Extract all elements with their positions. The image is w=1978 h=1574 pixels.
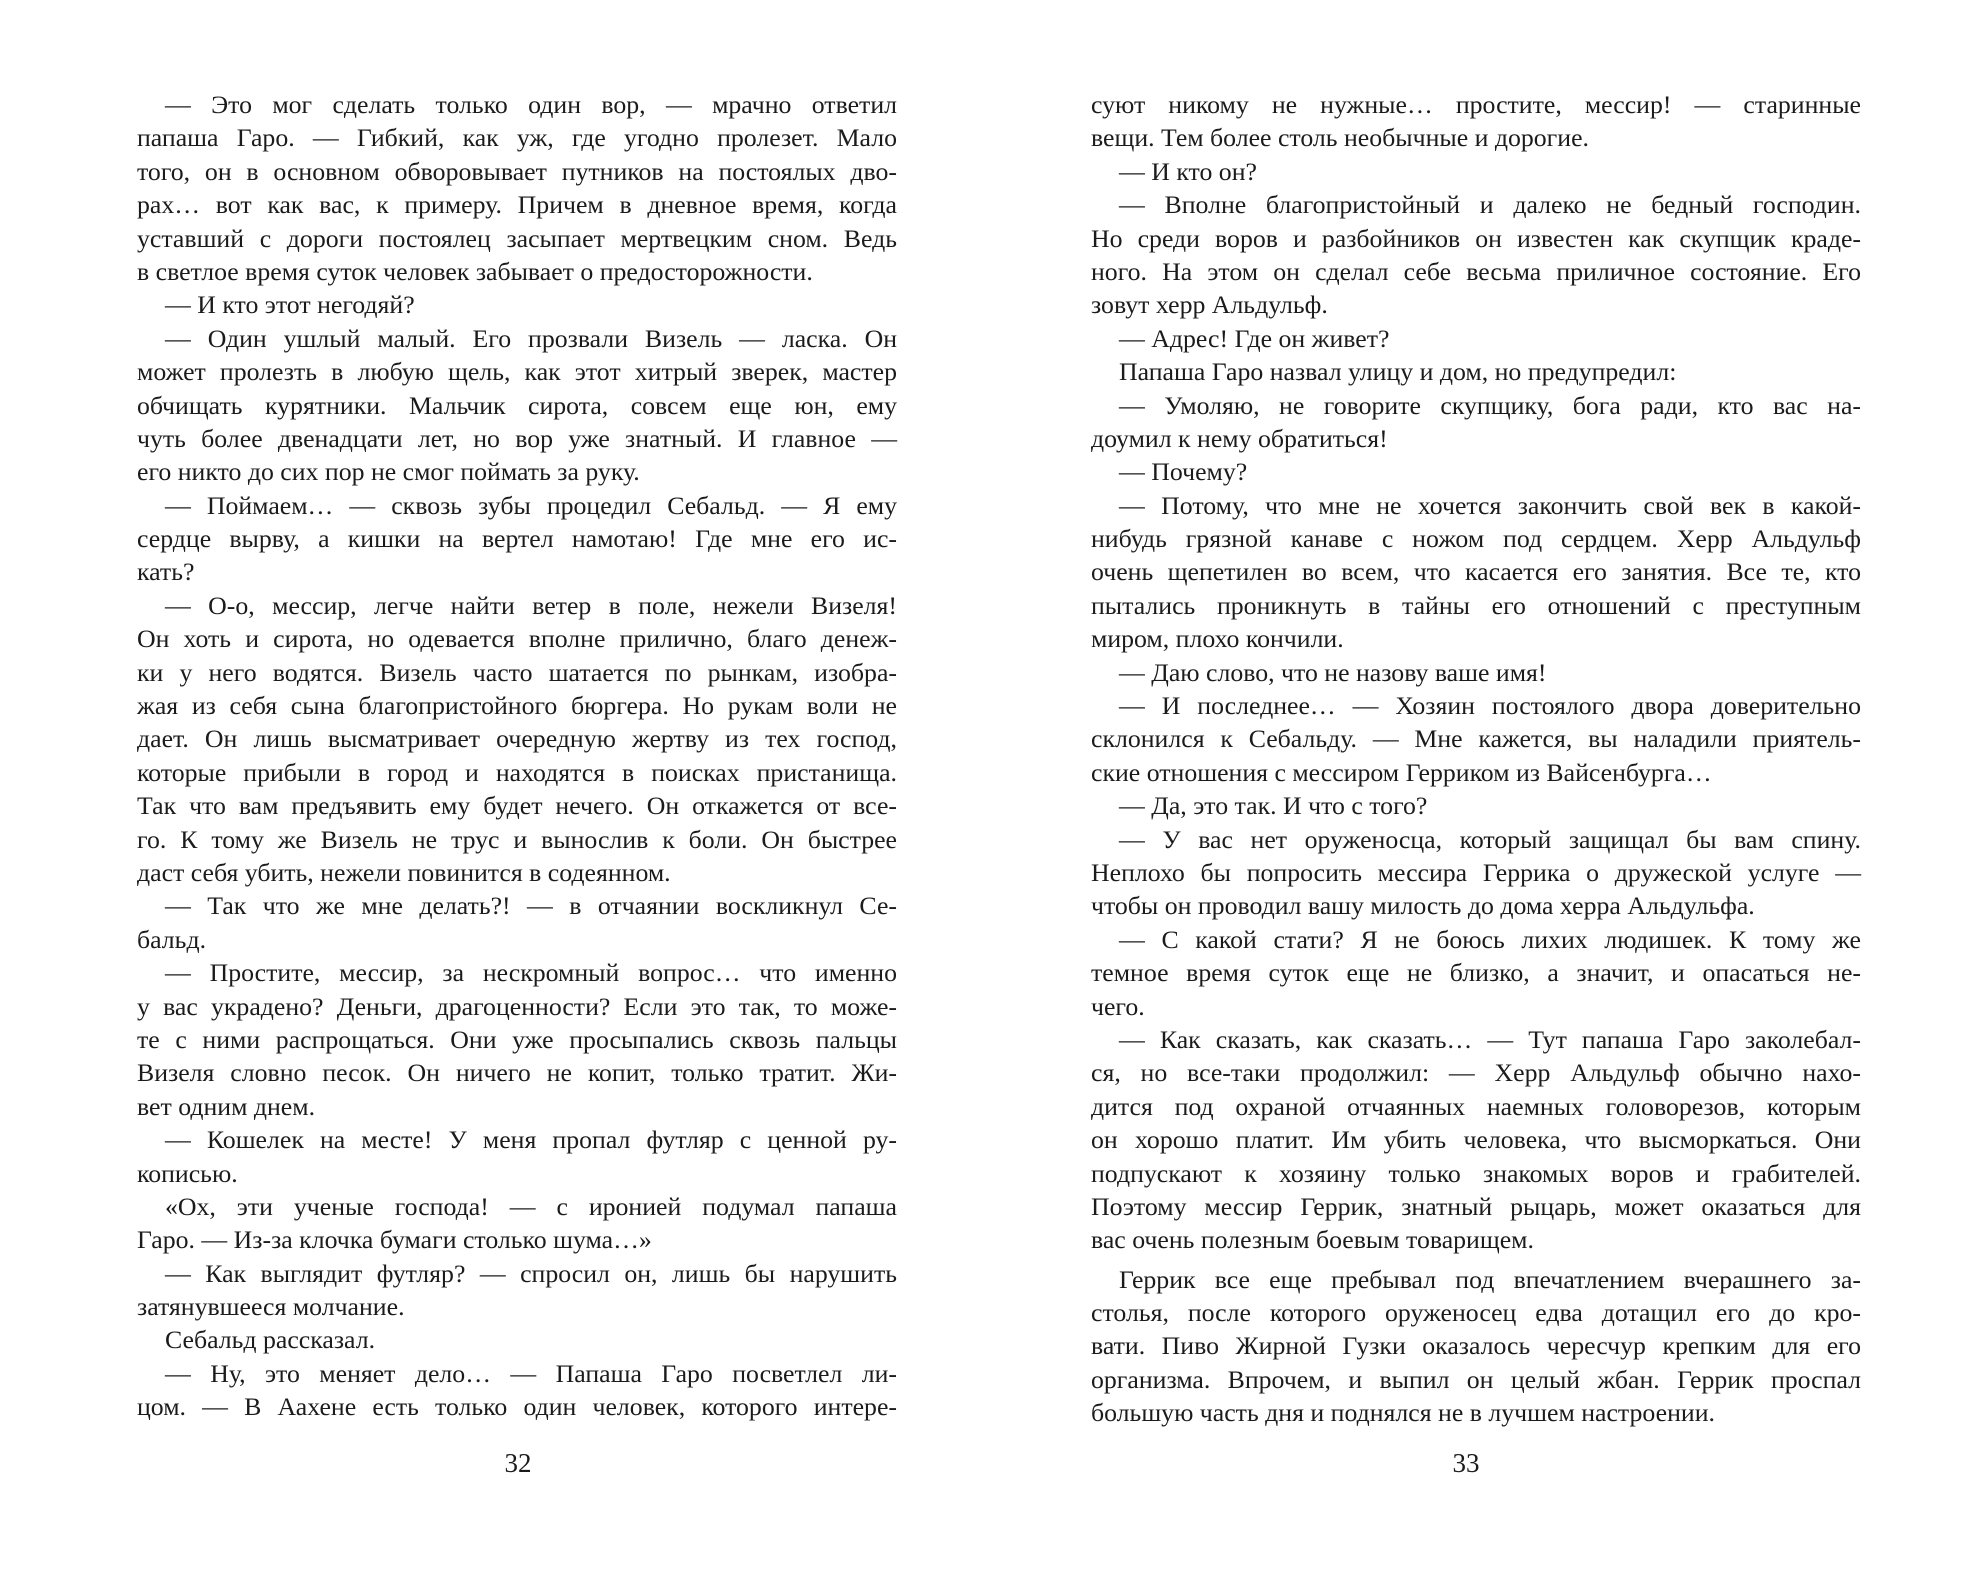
text-line: Он хоть и сирота, но одевается вполне прилично, благо денеж-: [137, 624, 897, 654]
text-line: — Это мог сделать только один вор, — мрачно ответил: [165, 90, 897, 119]
text-line: го. К тому же Визель не трус и вынослив к боли. Он быстрее: [137, 824, 897, 854]
text-line: — Как выглядит футляр? — спросил он, лишь бы нарушить: [165, 1258, 897, 1288]
text-line: суют никому не нужные… простите, мессир! — старинные: [1091, 90, 1861, 119]
text-line: чуть более двенадцати лет, но вор уже знатный. И главное —: [137, 423, 897, 453]
text-line: дает. Он лишь высматривает очередную жертву из тех господ,: [137, 724, 897, 754]
left-page-text: [137, 88, 897, 1424]
text-line: вет одним днем.: [137, 1091, 316, 1121]
text-line: — Умоляю, не говорите скупщику, бога ради, кто вас на-: [1119, 390, 1861, 420]
text-line: Геррик все еще пребывал под впечатлением вчерашнего за-: [1119, 1264, 1861, 1294]
text-line: склонился к Себальду. — Мне кажется, вы наладили приятель-: [1091, 724, 1861, 754]
text-line: темное время суток еще не близко, а значит, и опасаться не-: [1091, 958, 1861, 988]
text-line: его никто до сих пор не смог поймать за руку.: [137, 457, 640, 487]
text-line: ного. На этом он сделал себе весьма приличное состояние. Его: [1091, 256, 1861, 286]
text-line: — У вас нет оруженосца, который защищал бы вам спину.: [1119, 824, 1861, 854]
text-line: уставший с дороги постоялец засыпает мертвецким сном. Ведь: [137, 223, 897, 253]
text-line: жая из себя сына благопристойного бюргера. Но рукам воли не: [137, 691, 897, 721]
text-line: чтобы он проводил вашу милость до дома херра Альдульфа.: [1091, 891, 1755, 921]
text-line: — И последнее… — Хозяин постоялого двора доверительно: [1119, 691, 1861, 721]
text-line: у вас украдено? Деньги, драгоценности? Если это так, то може-: [137, 991, 897, 1021]
text-line: — Так что же мне делать?! — в отчаянии воскликнул Се-: [165, 891, 897, 921]
text-line: обчищать курятники. Мальчик сирота, совсем еще юн, ему: [137, 390, 897, 420]
text-line: — Да, это так. И что с того?: [1119, 791, 1428, 821]
text-line: «Ох, эти ученые господа! — с иронией подумал папаша: [165, 1191, 897, 1221]
text-line: того, он в основном обворовывает путников на постоялых дво-: [137, 156, 897, 186]
text-line: Гаро. — Из-за клочка бумаги столько шума…»: [137, 1225, 652, 1255]
text-line: нибудь грязной канаве с ножом под сердцем. Херр Альдульф: [1091, 524, 1861, 554]
text-line: Папаша Гаро назвал улицу и дом, но предупредил:: [1119, 357, 1677, 387]
text-line: — Даю слово, что не назову ваше имя!: [1119, 657, 1547, 687]
text-line: Поэтому мессир Геррик, знатный рыцарь, может оказаться для: [1091, 1191, 1861, 1221]
text-line: — Адрес! Где он живет?: [1119, 323, 1390, 353]
text-line: вас очень полезным боевым товарищем.: [1091, 1225, 1534, 1255]
text-line: — Вполне благопристойный и далеко не бедный господин.: [1119, 190, 1861, 220]
text-line: — И кто этот негодяй?: [165, 290, 415, 320]
text-line: — С какой стати? Я не боюсь лихих людишек. К тому же: [1119, 924, 1861, 954]
text-line: Себальд рассказал.: [165, 1325, 376, 1355]
text-line: бальд.: [137, 924, 207, 954]
text-line: — Простите, мессир, за нескромный вопрос… что именно: [165, 958, 897, 988]
text-line: в светлое время суток человек забывает о предосторожности.: [137, 256, 813, 286]
text-line: Визеля словно песок. Он ничего не копит, только тратит. Жи-: [137, 1058, 897, 1088]
text-line: чего.: [1091, 991, 1145, 1021]
text-line: — Поймаем… — сквозь зубы процедил Себальд. — Я ему: [165, 490, 897, 520]
text-line: — Почему?: [1119, 457, 1248, 487]
text-line: вещи. Тем более столь необычные и дорогие.: [1091, 123, 1589, 153]
text-line: — Ну, это меняет дело… — Папаша Гаро посветлел ли-: [165, 1358, 897, 1388]
text-line: папаша Гаро. — Гибкий, как уж, где угодно пролезет. Мало: [137, 123, 897, 153]
right-page-text: [1091, 88, 1861, 1430]
text-line: столья, после которого оруженосец едва дотащил его до кро-: [1091, 1298, 1861, 1328]
text-line: ся, но все-таки продолжил: — Херр Альдульф обычно нахо-: [1091, 1058, 1861, 1088]
text-line: затянувшееся молчание.: [137, 1292, 405, 1322]
text-line: — О-о, мессир, легче найти ветер в поле, нежели Визеля!: [165, 590, 897, 620]
text-line: ки у него водятся. Визель часто шатается по рынкам, изобра-: [137, 657, 897, 687]
page-number-right: 33: [1452, 1448, 1480, 1478]
text-line: доумил к нему обратиться!: [1091, 423, 1388, 453]
text-line: даст себя убить, нежели повинится в содеянном.: [137, 857, 671, 887]
text-line: ские отношения с мессиром Герриком из Вайсенбурга…: [1091, 757, 1712, 787]
text-line: зовут херр Альдульф.: [1091, 290, 1328, 320]
text-line: пытались проникнуть в тайны его отношений с преступным: [1091, 590, 1861, 620]
text-line: он хорошо платит. Им убить человека, что высморкаться. Они: [1091, 1125, 1861, 1155]
text-line: организма. Впрочем, и выпил он целый жбан. Геррик проспал: [1091, 1364, 1861, 1394]
text-line: рах… вот как вас, к примеру. Причем в дневное время, когда: [137, 190, 897, 220]
text-line: — Как сказать, как сказать… — Тут папаша Гаро заколебал-: [1119, 1024, 1861, 1054]
text-line: Неплохо бы попросить мессира Геррика о дружеской услуге —: [1091, 857, 1861, 887]
text-line: кать?: [137, 557, 195, 587]
text-line: большую часть дня и поднялся не в лучшем настроении.: [1091, 1398, 1715, 1428]
text-line: те с ними распрощаться. Они уже просыпались сквозь пальцы: [137, 1024, 897, 1054]
text-line: кописью.: [137, 1158, 238, 1188]
text-line: Но среди воров и разбойников он известен как скупщик краде-: [1091, 223, 1861, 253]
text-line: которые прибыли в город и находятся в поисках пристанища.: [137, 757, 897, 787]
text-line: Так что вам предъявить ему будет нечего. Он откажется от все-: [137, 791, 897, 821]
right-page: [989, 0, 1978, 1574]
text-line: — Потому, что мне не хочется закончить свой век в какой-: [1119, 490, 1861, 520]
text-line: очень щепетилен во всем, что касается его занятия. Все те, кто: [1091, 557, 1861, 587]
text-line: подпускают к хозяину только знакомых воров и грабителей.: [1091, 1158, 1861, 1188]
text-line: может пролезть в любую щель, как этот хитрый зверек, мастер: [137, 357, 897, 387]
text-line: сердце вырву, а кишки на вертел намотаю! Где мне его ис-: [137, 524, 897, 554]
page-number-left: 32: [504, 1448, 532, 1478]
text-line: — Один ушлый малый. Его прозвали Визель — ласка. Он: [165, 323, 897, 353]
text-line: вати. Пиво Жирной Гузки оказалось чересчур крепким для его: [1091, 1331, 1861, 1361]
text-line: миром, плохо кончили.: [1091, 624, 1344, 654]
text-line: — И кто он?: [1119, 156, 1257, 186]
text-line: цом. — В Аахене есть только один человек, которого интере-: [137, 1392, 897, 1422]
text-line: дится под охраной отчаянных наемных головорезов, которым: [1091, 1091, 1861, 1121]
text-line: — Кошелек на месте! У меня пропал футляр с ценной ру-: [165, 1125, 897, 1155]
